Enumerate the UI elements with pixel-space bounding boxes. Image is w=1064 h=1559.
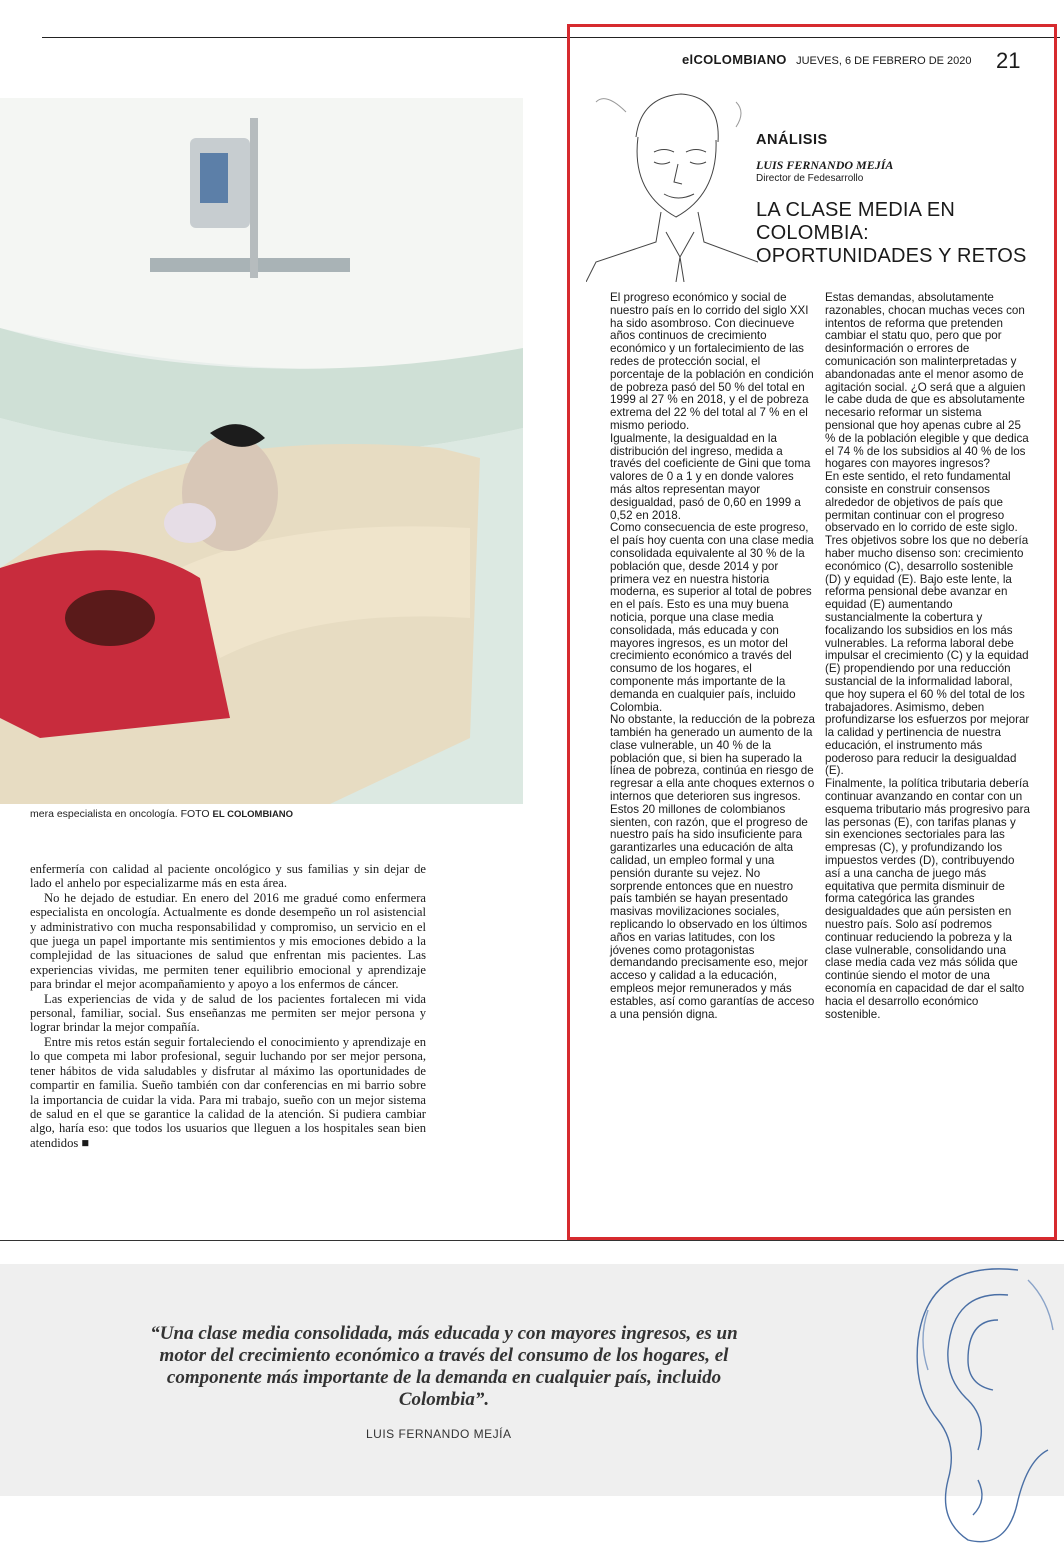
patient-photo [0, 98, 523, 804]
pullquote-author: LUIS FERNANDO MEJÍA [366, 1427, 512, 1441]
left-story-paragraph: Entre mis retos están seguir fortaleciendo el conocimiento y aprendizaje en lo que competa mi labor profesional, seguir luchando por ser mejor persona, tener hábitos de vida saludables y disfrutar al máximo las oportunidades de compartir en familia. Sueño también con dar conferencias en mi barrio sobre la importancia de cuidar la vida. Para mi trabajo, sueño con un mejor sistema de salud en el que se garantice la calidad de la atención. Si pudiera cambiar algo, haría eso: que todos los usuarios que lleguen a los hospitales sean bien atendidos ■ [30, 1034, 426, 1150]
issue-date: JUEVES, 6 DE FEBRERO DE 2020 [796, 55, 972, 67]
article-paragraph: Igualmente, la desigualdad en la distribución del ingreso, medida a través del coeficiente de Gini que toma valores de 0 a 1 y en donde valores más altos representan mayor desigualdad, pasó de 0,60 en 1999 a 0,52 en 2018. [610, 431, 811, 522]
author-name: LUIS FERNANDO MEJÍA [756, 158, 894, 172]
article-paragraph: Finalmente, la política tributaria debería continuar avanzando en contar con un esquema tributario más progresivo para las personas (E), con tarifas planas y sin exenciones sectoriales para las empresas (C), y profundizando los impuestos verdes (D), contribuyendo así a una cancha de juego más equitativa que permita disminuir de forma categórica las grandes desigualdades que aún persisten en nuestro país. Solo así podremos continuar reduciendo la pobreza y la clase vulnerable, consolidando una clase media cada vez más sólida que continúe siendo el motor de una economía en capacidad de dar el salto hacia el desarrollo económico sostenible. [825, 777, 1030, 1021]
section-label: ANÁLISIS [756, 132, 828, 148]
article-paragraph: No obstante, la reducción de la pobreza también ha generado un aumento de la clase vulnerable, un 40 % de la población que, si bien ha superado la línea de pobreza, continúa en riesgo de regresar a ella ante choques externos o internos que deterioren sus ingresos. Estos 20 millones de colombianos sienten, con razón, que el progreso de nuestro país ha sido insuficiente para garantizarles una educación de alta calidad, un empleo formal y una pensión durante su vejez. No sorprende entonces que en nuestro país también se hayan presentado masivas movilizaciones sociales, replicando lo observado en los últimos años en varias latitudes, con los jóvenes como protagonistas demandando precisamente eso, mejor acceso y calidad a la educación, empleos mejor remunerados y más estables, así como garantías de acceso a una pensión digna. [610, 713, 815, 1021]
article-paragraph: En este sentido, el reto fundamental consiste en construir consensos alrededor de objetivos de país que permitan continuar con el progreso observado en lo corrido de este siglo. Tres objetivos sobre los que no debería haber mucho disenso son: crecimiento económico (C), desarrollo sostenible (D) y equidad (E). Bajo este lente, la reforma pensional debe avanzar en equidad (E) aumentando sustancialmente la cobertura y focalizando los subsidios en los más vulnerables. La reforma laboral debe impulsar el crecimiento (C) y la equidad (E) propendiendo por una reducción sustancial de la informalidad laboral, que hoy supera el 60 % del total de los trabajadores. Asimismo, deben profundizarse los esfuerzos por mejorar la calidad y pertinencia de nuestra educación, el instrumento más poderoso para reducir la desigualdad (E). [825, 470, 1030, 778]
bottom-rule [0, 1240, 1064, 1241]
article-column-1 [610, 292, 815, 1021]
ear-illustration [868, 1250, 1064, 1554]
article-column-2 [825, 292, 1030, 1021]
article-paragraph: Como consecuencia de este progreso, el país hoy cuenta con una clase media consolidada equivalente al 30 % de la población que, desde 2014 y por primera vez en nuestra historia moderna, es superior al total de pobres en el país. Esto es una muy buena noticia, porque una clase media consolidada, más educada y con mayores ingresos, es un motor del crecimiento económico a través del consumo de los hogares, el componente más importante de la demanda en cualquier país, incluido Colombia. [610, 521, 814, 714]
author-portrait-sketch [586, 82, 758, 282]
left-story [30, 862, 426, 1150]
author-role: Director de Fedesarrollo [756, 173, 864, 184]
left-story-paragraph: enfermería con calidad al paciente oncológico y sus familias y sin dejar de lado el anhelo por especializarme más en esta área. [30, 862, 426, 891]
article-headline: LA CLASE MEDIA EN COLOMBIA: OPORTUNIDADES Y RETOS [756, 199, 1027, 267]
pullquote-text: “Una clase media consolidada, más educada y con mayores ingresos, es un motor del crecimiento económico a través del consumo de los hogares, el componente más importante de la demanda en cualquier país, incluido Colombia”. [150, 1323, 738, 1410]
photo-caption: mera especialista en oncología. FOTO EL COLOMBIANO [30, 808, 294, 820]
left-story-paragraph: No he dejado de estudiar. En enero del 2016 me gradué como enfermera especialista en oncología. Actualmente es donde desempeño un rol asistencial y administrativo con mucha responsabilidad y compromiso, un servicio en el que juega un papel importante mis sentimientos y mis emociones debido a la complejidad de las situaciones de salud que enfrentan mis pacientes. Las experiencias vividas, me permiten tener equilibrio emocional y aprendizaje para brindar el mejor acompañamiento y apoyo a los enfermos de cáncer. [30, 890, 426, 992]
left-story-paragraph: Las experiencias de vida y de salud de los pacientes fortalecen mi vida personal, familiar, social. Sus enseñanzas me permiten ser mejor persona y lograr brindar la mejor compañía. [30, 991, 426, 1035]
page-number: 21 [996, 48, 1021, 73]
article-paragraph: Estas demandas, absolutamente razonables, chocan muchas veces con intentos de reforma que pretenden cambiar el statu quo, pero que por desinformación o errores de comunicación son malinterpretadas y abandonadas ante el menor asomo de agitación social. ¿O será que a alguien le cabe duda de que es absolutamente necesario reformar un sistema pensional que hoy apenas cubre al 25 % de la población elegible y que dedica el 74 % de los subsidios al 40 % de los hogares con mayores ingresos? [825, 291, 1029, 471]
newspaper-brand: elCOLOMBIANO [682, 52, 787, 67]
masthead [682, 52, 972, 67]
article-paragraph: El progreso económico y social de nuestro país en lo corrido del siglo XXI ha sido asombroso. Con diecinueve años continuos de crecimiento económico y un fortalecimiento de las redes de protección social, el porcentaje de la población en condición de pobreza pasó del 50 % del total en 1999 al 27 % en 2018, y el de pobreza extrema del 22 % del total al 7 % en el mismo periodo. [610, 291, 814, 432]
